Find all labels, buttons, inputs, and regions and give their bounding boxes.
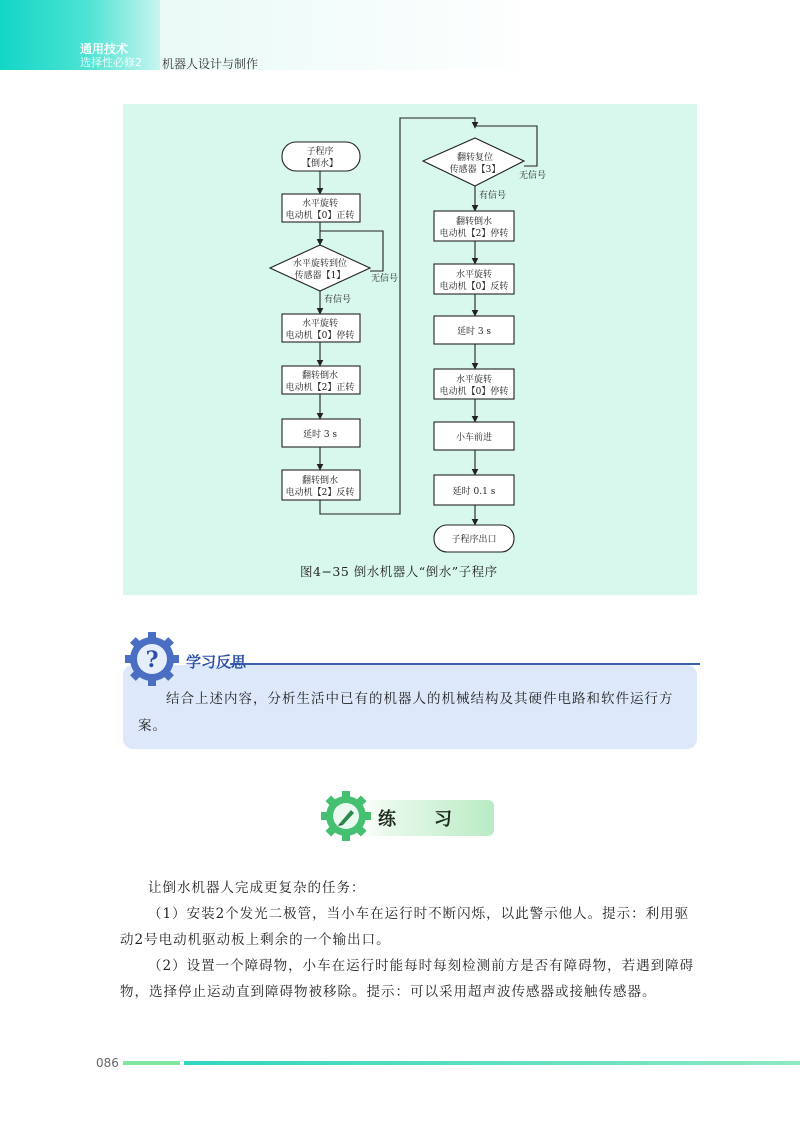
exercise-item-1: （1）安装2个发光二极管，当小车在运行时不断闪烁，以此警示他人。提示：利用驱动2号电动机驱动板上剩余的一个输出口。: [120, 906, 690, 948]
end-label: 子程序出口: [451, 535, 497, 545]
book-title: 通用技术: [80, 42, 129, 56]
right-decision-label-1: 翻转复位: [456, 153, 494, 163]
right-step3-label-2: 电动机【0】停转: [439, 387, 509, 397]
right-step2-label-2: 电动机【0】反转: [439, 282, 509, 292]
page-number: 086: [96, 1056, 119, 1070]
left-decision-label-2: 传感器【1】: [294, 271, 346, 281]
flowchart: [123, 104, 697, 595]
svg-text:?: ?: [145, 647, 159, 673]
right-no-signal-label: 无信号: [519, 171, 547, 181]
footer-bar-long: [184, 1061, 800, 1065]
chapter-title: 机器人设计与制作: [162, 57, 259, 71]
reflection-title-underline: [230, 663, 700, 665]
book-subtitle: 选择性必修2: [80, 56, 142, 69]
left-has-signal-label: 有信号: [324, 295, 352, 305]
exercise-item-2: （2）设置一个障碍物，小车在运行时能每时每刻检测前方是否有障碍物，若遇到障碍物，选择停止运动直到障碍物被移除。提示：可以采用超声波传感器或接触传感器。: [120, 958, 695, 1000]
right-step2-label-1: 水平旋转: [455, 270, 493, 280]
left-delay-label: 延时 3 s: [302, 430, 338, 440]
gear-pencil-icon: [320, 790, 372, 842]
practice-title: 练习: [378, 809, 490, 830]
right-has-signal-label: 有信号: [479, 191, 507, 201]
gear-question-icon: [124, 631, 180, 687]
right-delay2-label: 延时 0.1 s: [452, 487, 496, 497]
left-no-signal-label: 无信号: [371, 274, 399, 284]
right-delay-label: 延时 3 s: [456, 327, 492, 337]
right-step1-label-1: 翻转倒水: [455, 217, 493, 227]
left-step3-label-1: 翻转倒水: [301, 371, 339, 381]
footer-bar-short: [123, 1061, 180, 1065]
left-step1-label-2: 电动机【0】正转: [285, 211, 355, 221]
figure-caption: 图4−35 倒水机器人“倒水”子程序: [300, 564, 498, 579]
right-step3-label-1: 水平旋转: [455, 375, 493, 385]
left-step2-label-2: 电动机【0】停转: [285, 331, 355, 341]
left-step2-label-1: 水平旋转: [301, 319, 339, 329]
right-step4-label: 小车前进: [455, 433, 493, 443]
left-step4-label-2: 电动机【2】反转: [285, 488, 355, 498]
right-step1-label-2: 电动机【2】停转: [439, 229, 509, 239]
left-step1-label-1: 水平旋转: [301, 199, 339, 209]
left-decision-label-1: 水平旋转到位: [292, 259, 348, 269]
reflection-title: 学习反思: [186, 653, 247, 671]
left-step3-label-2: 电动机【2】正转: [285, 383, 355, 393]
start-label-2: 【倒水】: [301, 159, 339, 169]
left-step4-label-1: 翻转倒水: [301, 476, 339, 486]
right-decision-label-2: 传感器【3】: [449, 165, 501, 175]
start-label-1: 子程序: [306, 147, 334, 157]
reflection-text: 结合上述内容，分析生活中已有的机器人的机械结构及其硬件电路和软件运行方案。: [138, 691, 674, 734]
exercise-intro: 让倒水机器人完成更复杂的任务：: [148, 880, 366, 896]
